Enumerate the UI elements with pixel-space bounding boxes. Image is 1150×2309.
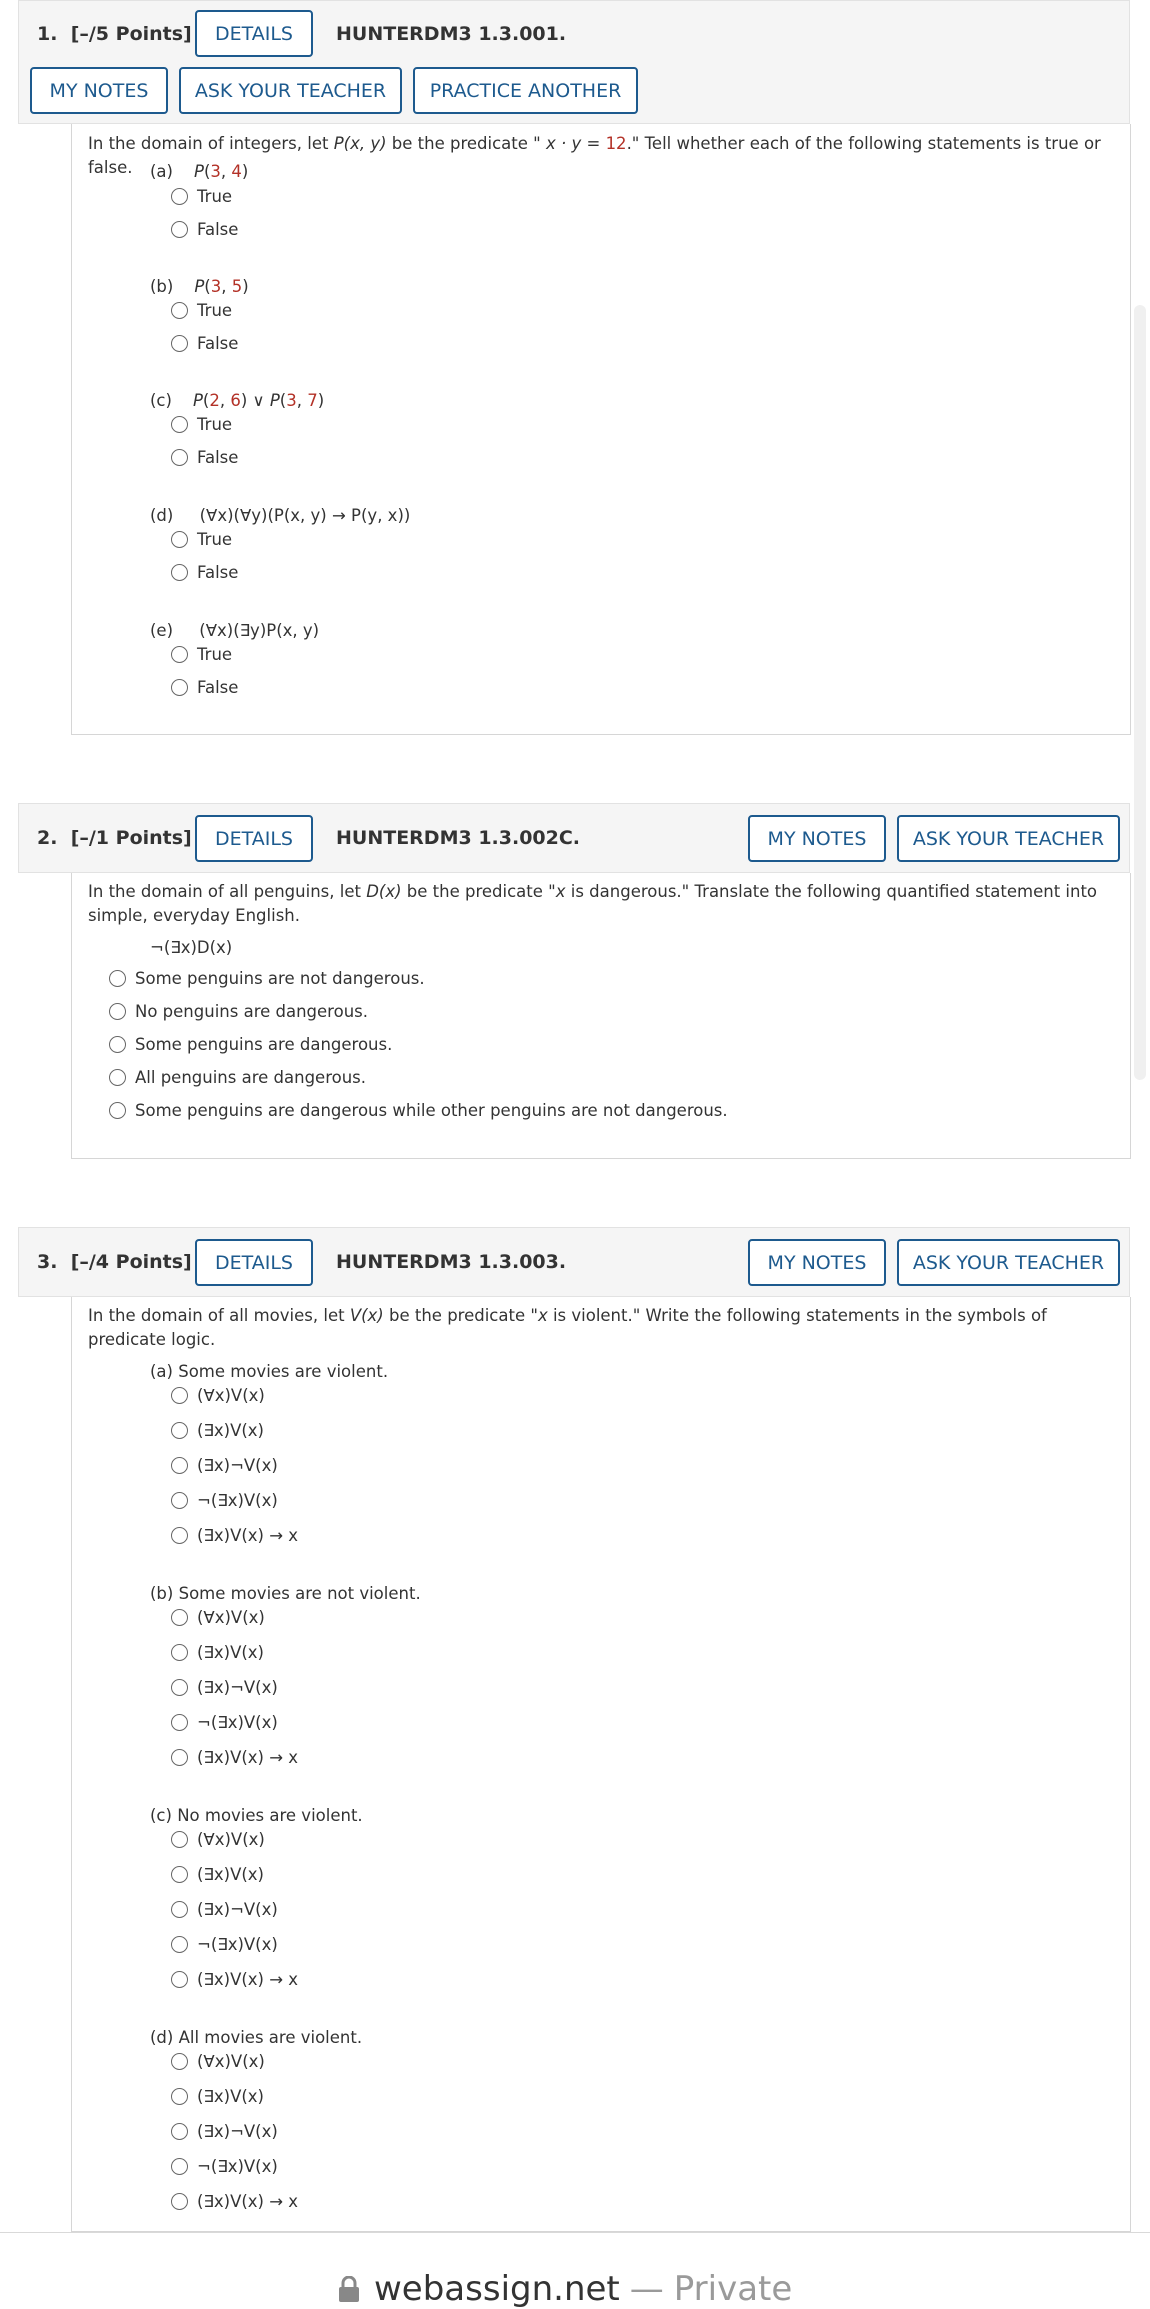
radio-button[interactable] (171, 221, 188, 238)
radio-button[interactable] (171, 1971, 188, 1988)
part-d-true-option[interactable]: True (171, 530, 232, 549)
radio-button[interactable] (171, 1901, 188, 1918)
q2-option-3[interactable]: Some penguins are dangerous. (109, 1035, 392, 1054)
part-d-label: (d) (∀x)(∀y)(P(x, y) → P(y, x)) (150, 506, 411, 525)
question-2-statement: ¬(∃x)D(x) (150, 938, 233, 957)
details-button[interactable]: DETAILS (195, 815, 313, 862)
practice-another-button[interactable]: PRACTICE ANOTHER (413, 67, 638, 114)
q3-d-option-5[interactable]: (∃x)V(x) → x (171, 2192, 298, 2211)
question-2-prompt: In the domain of all penguins, let D(x) be the predicate "x is dangerous." Translate the following quantified statement into simple, everyday English. (88, 882, 1098, 925)
q3-part-c-label: (c) No movies are violent. (150, 1806, 363, 1825)
question-2-points: [–/1 Points] (70, 827, 192, 849)
part-c-false-option[interactable]: False (171, 448, 238, 467)
q3-d-option-2[interactable]: (∃x)V(x) (171, 2087, 264, 2106)
q2-option-2[interactable]: No penguins are dangerous. (109, 1002, 368, 1021)
q2-option-4[interactable]: All penguins are dangerous. (109, 1068, 366, 1087)
radio-button[interactable] (171, 1831, 188, 1848)
part-b-false-option[interactable]: False (171, 334, 238, 353)
question-1-prompt: In the domain of integers, let P(x, y) be the predicate " x · y = 12." Tell whether each of the following statements is true or false. (88, 134, 1101, 177)
radio-button[interactable] (171, 2123, 188, 2140)
separator: — (629, 2269, 664, 2309)
site-domain: webassign.net (374, 2269, 620, 2309)
radio-button[interactable] (171, 1936, 188, 1953)
lock-icon (338, 2276, 360, 2302)
radio-button[interactable] (109, 1069, 126, 1086)
radio-button[interactable] (171, 1527, 188, 1544)
q3-c-option-2[interactable]: (∃x)V(x) (171, 1865, 264, 1884)
radio-button[interactable] (171, 449, 188, 466)
radio-button[interactable] (171, 1609, 188, 1626)
scrollbar[interactable] (1134, 305, 1146, 1080)
radio-button[interactable] (109, 1102, 126, 1119)
q3-d-option-1[interactable]: (∀x)V(x) (171, 2052, 265, 2071)
details-button[interactable]: DETAILS (195, 10, 313, 57)
my-notes-button[interactable]: MY NOTES (748, 815, 886, 862)
radio-button[interactable] (171, 679, 188, 696)
q2-option-1[interactable]: Some penguins are not dangerous. (109, 969, 425, 988)
details-button[interactable]: DETAILS (195, 1239, 313, 1286)
q3-b-option-4[interactable]: ¬(∃x)V(x) (171, 1713, 278, 1732)
ask-your-teacher-button[interactable]: ASK YOUR TEACHER (897, 815, 1120, 862)
radio-button[interactable] (171, 1457, 188, 1474)
radio-button[interactable] (171, 1714, 188, 1731)
radio-button[interactable] (171, 2088, 188, 2105)
radio-button[interactable] (109, 1003, 126, 1020)
q3-c-option-5[interactable]: (∃x)V(x) → x (171, 1970, 298, 1989)
q3-d-option-4[interactable]: ¬(∃x)V(x) (171, 2157, 278, 2176)
radio-button[interactable] (171, 1644, 188, 1661)
q2-option-5[interactable]: Some penguins are dangerous while other penguins are not dangerous. (109, 1101, 728, 1120)
privacy-status: Private (673, 2269, 793, 2309)
radio-button[interactable] (171, 564, 188, 581)
radio-button[interactable] (109, 1036, 126, 1053)
radio-button[interactable] (171, 1387, 188, 1404)
part-e-false-option[interactable]: False (171, 678, 238, 697)
part-b-true-option[interactable]: True (171, 301, 232, 320)
site-indicator (338, 2269, 792, 2309)
q3-a-option-3[interactable]: (∃x)¬V(x) (171, 1456, 278, 1475)
radio-button[interactable] (171, 335, 188, 352)
q3-b-option-1[interactable]: (∀x)V(x) (171, 1608, 265, 1627)
part-e-true-option[interactable]: True (171, 645, 232, 664)
radio-button[interactable] (171, 1866, 188, 1883)
question-2-header (18, 803, 1130, 873)
part-c-true-option[interactable]: True (171, 415, 232, 434)
q3-d-option-3[interactable]: (∃x)¬V(x) (171, 2122, 278, 2141)
part-a-false-option[interactable]: False (171, 220, 238, 239)
radio-button[interactable] (171, 531, 188, 548)
radio-button[interactable] (171, 1749, 188, 1766)
q3-c-option-3[interactable]: (∃x)¬V(x) (171, 1900, 278, 1919)
q3-c-option-4[interactable]: ¬(∃x)V(x) (171, 1935, 278, 1954)
ask-your-teacher-button[interactable]: ASK YOUR TEACHER (897, 1239, 1120, 1286)
q3-part-d-label: (d) All movies are violent. (150, 2028, 363, 2047)
my-notes-button[interactable]: MY NOTES (748, 1239, 886, 1286)
question-1-points: [–/5 Points] (70, 23, 192, 45)
ask-your-teacher-button[interactable]: ASK YOUR TEACHER (179, 67, 402, 114)
q3-b-option-3[interactable]: (∃x)¬V(x) (171, 1678, 278, 1697)
question-2-number: 2. [–/1 Points] (37, 827, 192, 849)
question-3-points: [–/4 Points] (70, 1251, 192, 1273)
question-1-number: 1. [–/5 Points] (37, 23, 192, 45)
part-a-label: (a) P(3, 4) (150, 162, 249, 181)
part-e-label: (e) (∀x)(∃y)P(x, y) (150, 621, 320, 640)
question-1-code: HUNTERDM3 1.3.001. (336, 23, 567, 45)
radio-button[interactable] (171, 188, 188, 205)
radio-button[interactable] (171, 2158, 188, 2175)
part-a-true-option[interactable]: True (171, 187, 232, 206)
part-b-label: (b) P(3, 5) (150, 277, 249, 296)
question-1-header (18, 0, 1130, 124)
browser-footer (0, 2232, 1150, 2309)
my-notes-button[interactable]: MY NOTES (30, 67, 168, 114)
radio-button[interactable] (171, 2053, 188, 2070)
radio-button[interactable] (109, 970, 126, 987)
part-c-label: (c) P(2, 6) ∨ P(3, 7) (150, 391, 325, 410)
q3-a-option-5[interactable]: (∃x)V(x) → x (171, 1526, 298, 1545)
q3-part-a-label: (a) Some movies are violent. (150, 1362, 389, 1381)
q3-c-option-1[interactable]: (∀x)V(x) (171, 1830, 265, 1849)
part-d-false-option[interactable]: False (171, 563, 238, 582)
q3-b-option-5[interactable]: (∃x)V(x) → x (171, 1748, 298, 1767)
radio-button[interactable] (171, 1422, 188, 1439)
part-e-statement: (∀x)(∃y)P(x, y) (199, 621, 320, 640)
question-3-code: HUNTERDM3 1.3.003. (336, 1251, 567, 1273)
radio-button[interactable] (171, 1679, 188, 1696)
q3-part-b-label: (b) Some movies are not violent. (150, 1584, 421, 1603)
q3-a-option-4[interactable]: ¬(∃x)V(x) (171, 1491, 278, 1510)
radio-button[interactable] (171, 1492, 188, 1509)
question-3-number: 3. [–/4 Points] (37, 1251, 192, 1273)
part-d-statement: (∀x)(∀y)(P(x, y) → P(y, x)) (199, 506, 411, 525)
radio-button[interactable] (171, 302, 188, 319)
radio-button[interactable] (171, 646, 188, 663)
q3-b-option-2[interactable]: (∃x)V(x) (171, 1643, 264, 1662)
radio-button[interactable] (171, 2193, 188, 2210)
question-3-prompt: In the domain of all movies, let V(x) be the predicate "x is violent." Write the following statements in the symbols of predicate logic. (88, 1306, 1047, 1349)
question-2-code: HUNTERDM3 1.3.002C. (336, 827, 581, 849)
radio-button[interactable] (171, 416, 188, 433)
q3-a-option-1[interactable]: (∀x)V(x) (171, 1386, 265, 1405)
q3-a-option-2[interactable]: (∃x)V(x) (171, 1421, 264, 1440)
question-3-header (18, 1227, 1130, 1297)
